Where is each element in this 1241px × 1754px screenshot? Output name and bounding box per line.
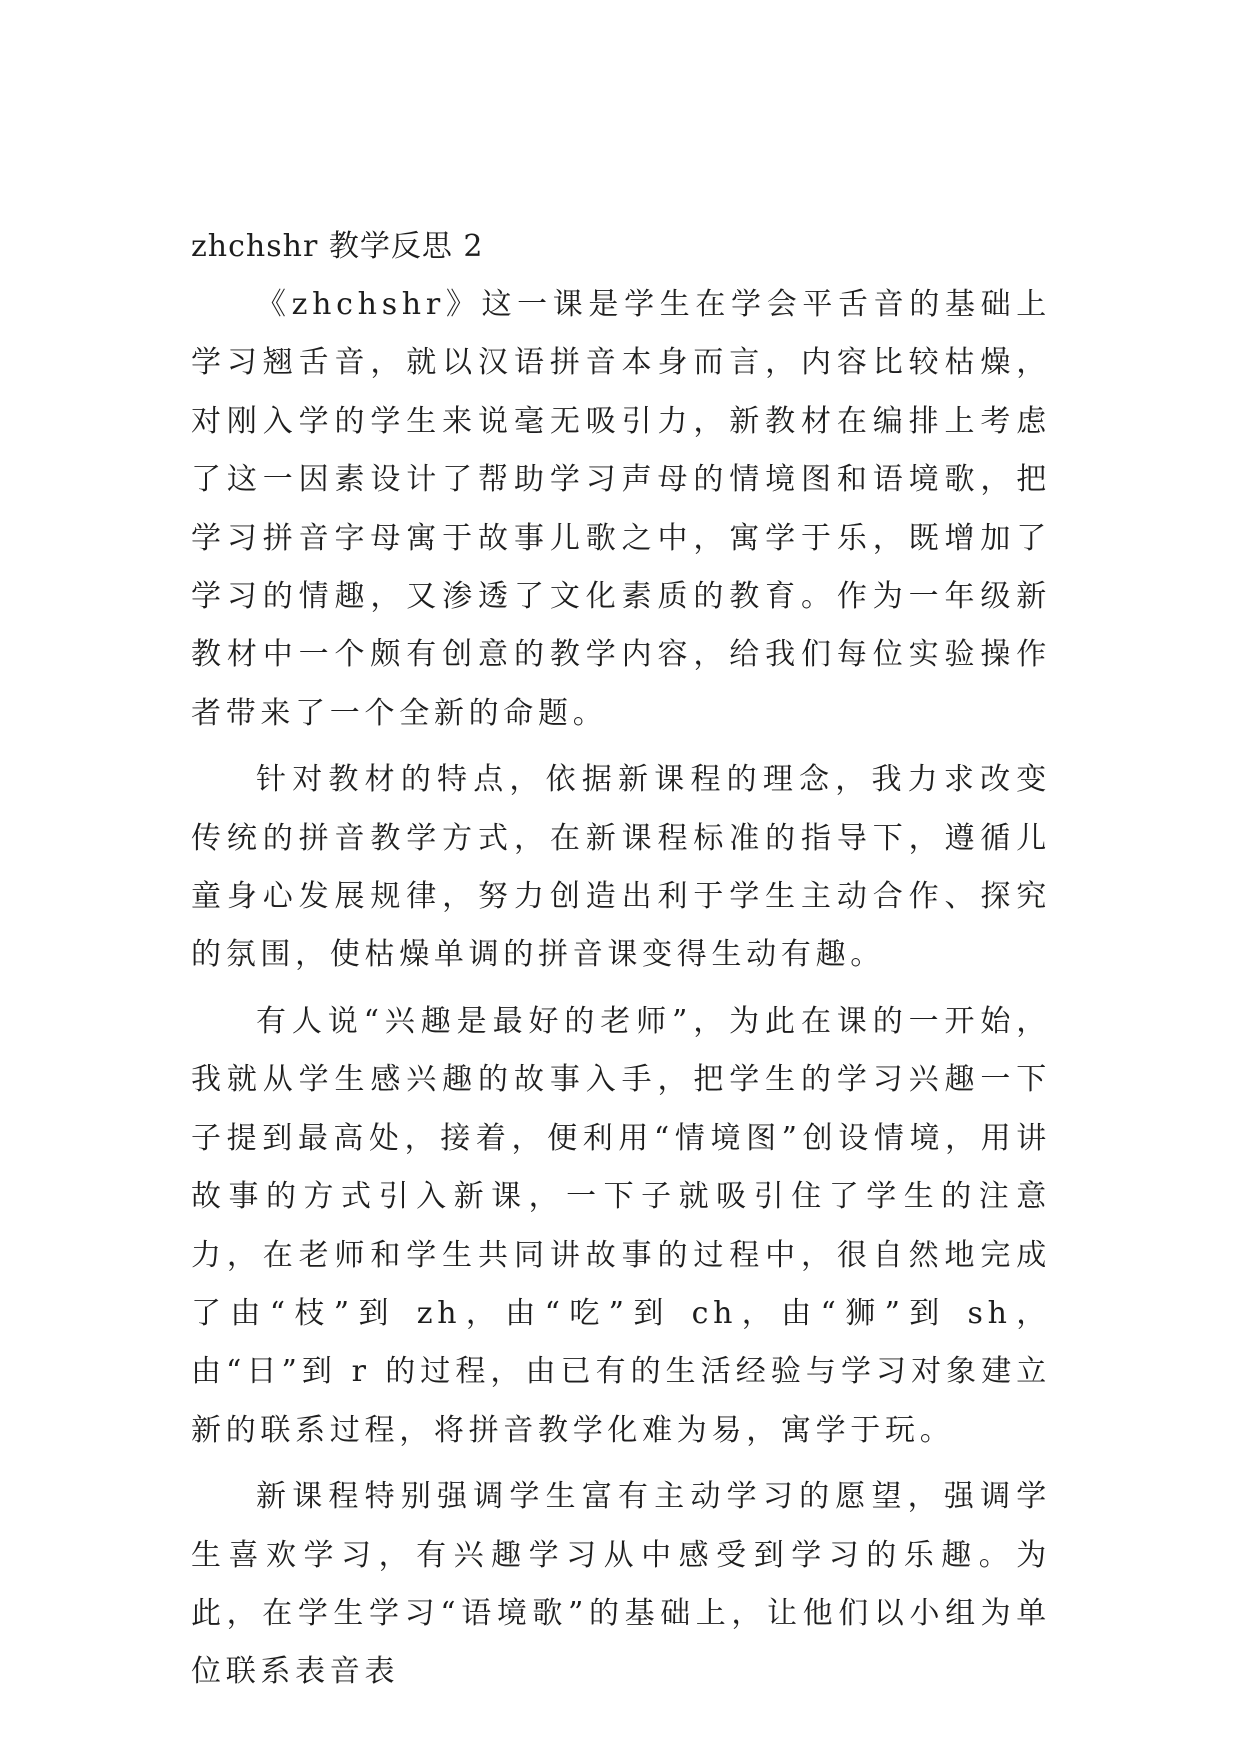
document-title: zhchshr 教学反思 2 (191, 229, 484, 264)
paragraph-4: 新课程特别强调学生富有主动学习的愿望，强调学生喜欢学习，有兴趣学习从中感受到学习的乐趣。为此，在学生学习“语境歌”的基础上，让他们以小组为单位联系表音表 (191, 1479, 1051, 1690)
paragraph-1: 《zhchshr》这一课是学生在学会平舌音的基础上学习翘舌音，就以汉语拼音本身而言，内容比较枯燥，对刚入学的学生来说毫无吸引力，新教材在编排上考虑了这一因素设计了帮助学习声母的情境图和语境歌，把学习拼音字母寓于故事儿歌之中，寓学于乐，既增加了学习的情趣，又渗透了文化素质的教育。作为一年级新教材中一个颇有创意的教学内容，给我们每位实验操作者带来了一个全新的命题。 (191, 287, 1051, 731)
paragraph-3: 有人说“兴趣是最好的老师”，为此在课的一开始，我就从学生感兴趣的故事入手，把学生的学习兴趣一下子提到最高处，接着，便利用“情境图”创设情境，用讲故事的方式引入新课，一下子就吸引住了学生的注意力，在老师和学生共同讲故事的过程中，很自然地完成了由“枝”到 zh，由“吃”到 ch，由“狮”到 sh，由“日”到 r 的过程，由已有的生活经验与学习对象建立新的联系过程，将拼音教学化难为易，寓学于玩。 (191, 1003, 1051, 1448)
document-body (191, 218, 1051, 1710)
paragraph-2: 针对教材的特点，依据新课程的理念，我力求改变传统的拼音教学方式，在新课程标准的指导下，遵循儿童身心发展规律，努力创造出利于学生主动合作、探究的氛围，使枯燥单调的拼音课变得生动有趣。 (191, 762, 1051, 973)
